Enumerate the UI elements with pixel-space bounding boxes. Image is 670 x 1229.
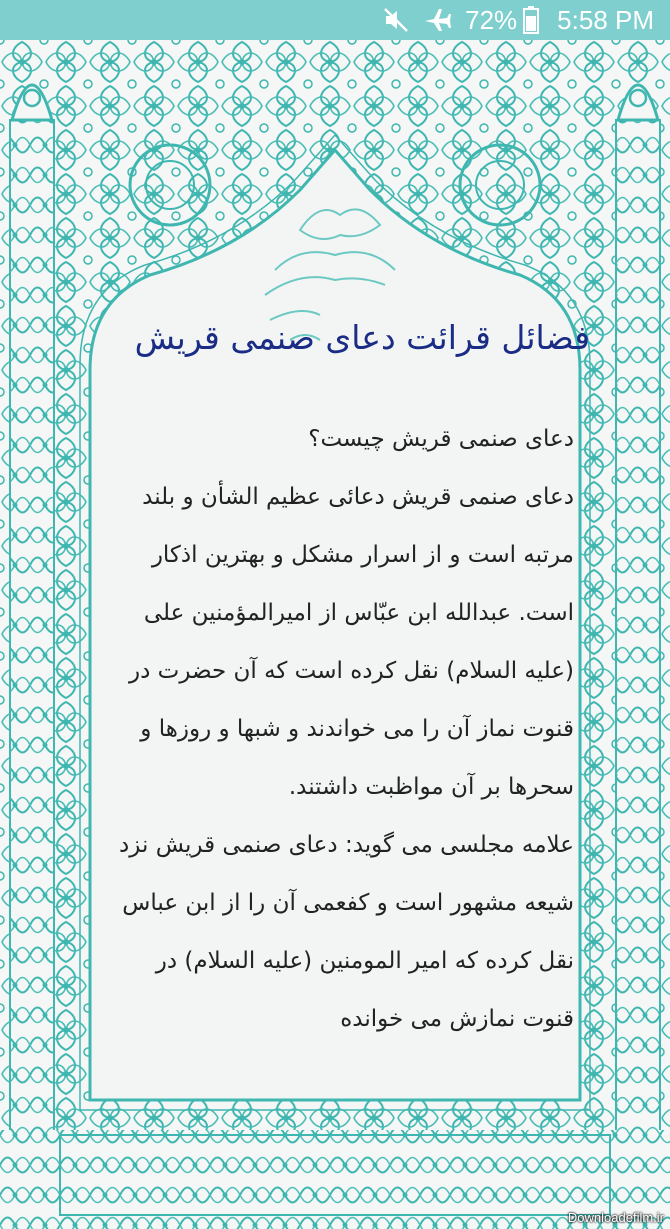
article-body (108, 410, 574, 1048)
article-question: دعای صنمی قریش چیست؟ (308, 426, 574, 452)
page-title: فضائل قرائت دعای صنمی قریش (134, 318, 590, 357)
mute-icon (383, 7, 409, 33)
battery-icon (523, 6, 539, 34)
article-paragraph: دعای صنمی قریش دعائی عظیم الشأن و بلند مرتبه است و از اسرار مشکل و بهترین اذکار است. عبدالله ابن عبّاس از امیرالمؤمنین علی (علیه السلام) نقل کرده است که آن حضرت در قنوت نماز آن را می خواندند و شبها و روزها و سحرها بر آن مواظبت داشتند. (129, 484, 574, 800)
airplane-mode-icon (423, 7, 451, 33)
watermark: Downloadefilm.ir (567, 1210, 664, 1225)
clock: 5:58 PM (557, 4, 654, 35)
battery-percent: 72% (465, 4, 518, 35)
article-paragraph: علامه مجلسی می گوید: دعای صنمی قریش نزد شیعه مشهور است و کفعمی آن را از ابن عباس نقل کرده که امیر المومنین (علیه السلام) در قنوت نمازش می خوانده (119, 832, 574, 1032)
status-bar (0, 0, 670, 40)
